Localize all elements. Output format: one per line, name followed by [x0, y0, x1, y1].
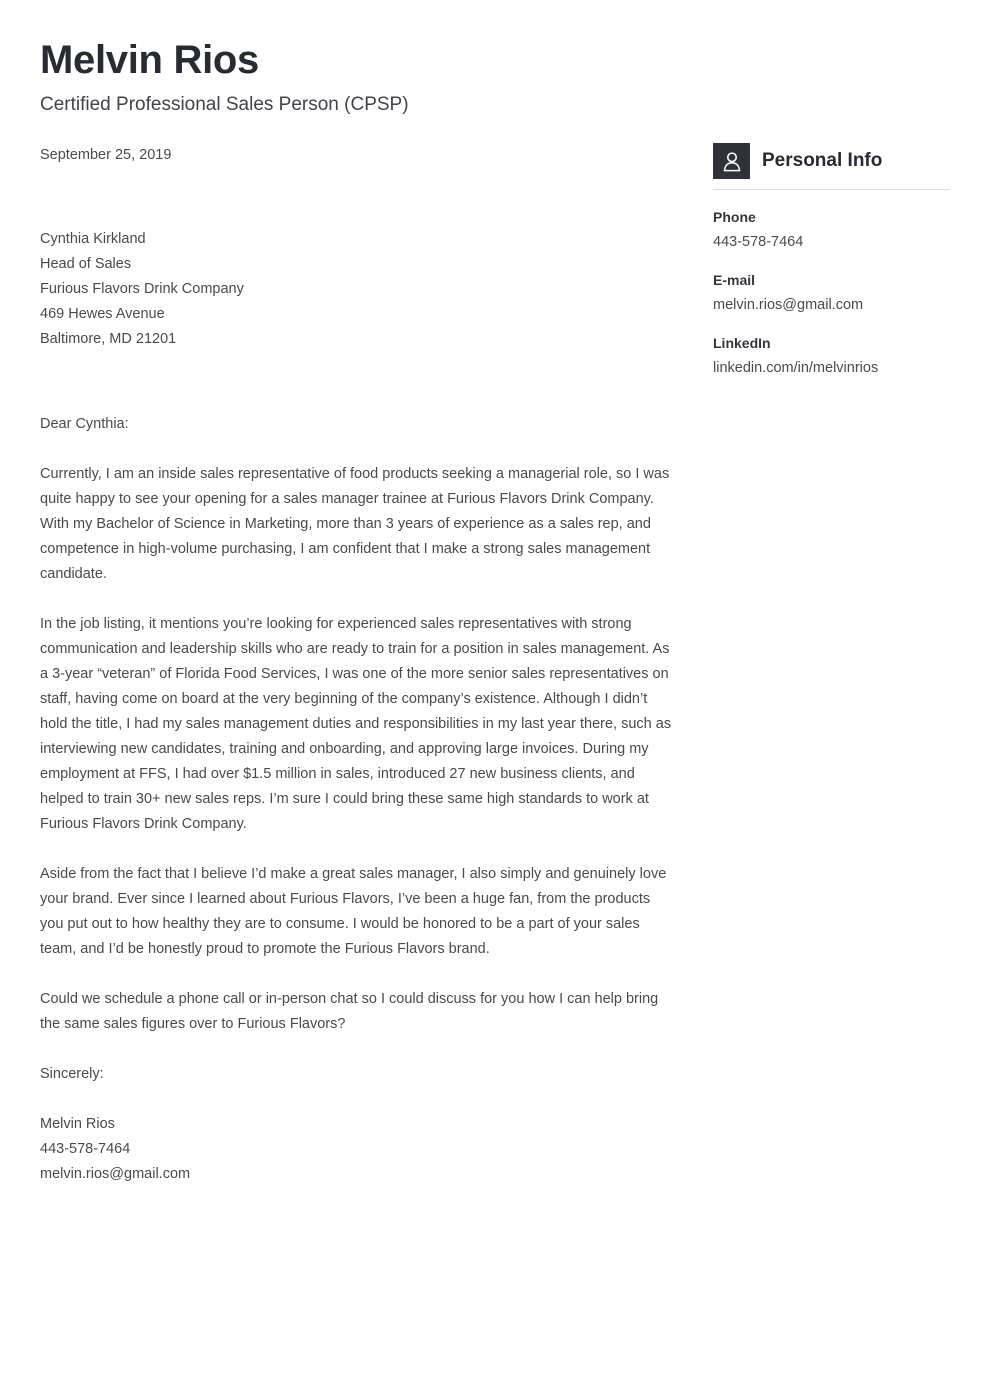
recipient-line: 469 Hewes Avenue [40, 306, 165, 322]
personal-info-item-linkedin [713, 316, 950, 379]
personal-info-item-phone [713, 190, 950, 253]
signature-block [40, 1087, 676, 1187]
letter-header [40, 36, 680, 118]
personal-info-sidebar [713, 143, 950, 379]
info-label: E-mail [713, 272, 756, 288]
personal-info-title: Personal Info [762, 150, 883, 171]
info-value: 443-578-7464 [713, 234, 804, 250]
body-paragraph: Could we schedule a phone call or in-person chat so I could discuss for you how I can help bring the same sales figures over to Furious Flavors? [40, 991, 659, 1032]
job-title: Certified Professional Sales Person (CPSP) [40, 94, 409, 115]
info-label: LinkedIn [713, 335, 771, 351]
personal-info-item-email [713, 253, 950, 316]
closing-line: Sincerely: [40, 1066, 104, 1082]
info-value: melvin.rios@gmail.com [713, 297, 864, 313]
body-paragraph: Currently, I am an inside sales representative of food products seeking a managerial role, so I was quite happy to see your opening for a sales manager trainee at Furious Flavors Drink Company. With my Bachelor of Science in Marketing, more than 3 years of experience as a sales rep, and competence in high-volume purchasing, I am confident that I make a strong sales management candidate. [40, 466, 670, 582]
recipient-line: Furious Flavors Drink Company [40, 281, 244, 297]
recipient-line: Baltimore, MD 21201 [40, 331, 177, 347]
salutation: Dear Cynthia: [40, 416, 129, 432]
signature-name: Melvin Rios [40, 1116, 115, 1132]
person-icon [713, 143, 750, 179]
info-value: linkedin.com/in/melvinrios [713, 360, 879, 376]
recipient-address-block [40, 166, 676, 352]
recipient-line: Head of Sales [40, 256, 132, 272]
page-title: Melvin Rios [40, 38, 259, 82]
body-paragraph: In the job listing, it mentions you’re looking for experienced sales representatives with strong communication and leadership skills who are ready to train for a position in sales management. As a 3-year “veteran” of Florida Food Services, I was one of the more senior sales representatives on staff, having come on board at the very beginning of the company’s existence. Although I didn’t hold the title, I had my sales management duties and responsibilities in my last year there, such as interviewing new candidates, training and onboarding, and approving large invoices. During my employment at FFS, I had over $1.5 million in sales, introduced 27 new business clients, and helped to train 30+ new sales reps. I’m sure I could bring these same high standards to work at Furious Flavors Drink Company. [40, 616, 672, 832]
signature-phone: 443-578-7464 [40, 1141, 131, 1157]
recipient-line: Cynthia Kirkland [40, 231, 146, 247]
signature-email: melvin.rios@gmail.com [40, 1166, 191, 1182]
letter-date: September 25, 2019 [40, 147, 172, 163]
info-label: Phone [713, 209, 756, 225]
letter-body [40, 145, 676, 1187]
body-paragraph: Aside from the fact that I believe I’d make a great sales manager, I also simply and genuinely love your brand. Ever since I learned about Furious Flavors, I’ve been a huge fan, from the products you put out to how healthy they are to consume. I would be honored to be a part of your sales team, and I’d be honestly proud to promote the Furious Flavors brand. [40, 866, 667, 957]
personal-info-header [713, 143, 950, 189]
